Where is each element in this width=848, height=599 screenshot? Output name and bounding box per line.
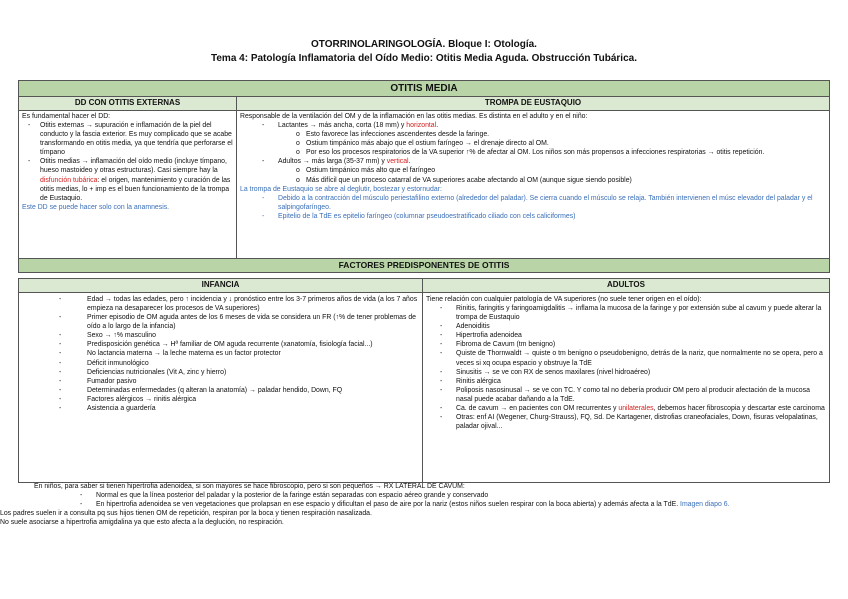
list-item: - Otitis externas → supuración e inflamación de la piel del conducto y la fascia exterior. Es muy complicado que se acabe transformando en otitis media, ya que tendría que perforarse el tímpano: [28, 121, 233, 157]
list-item: - Adultos → más larga (35-37 mm) y vertical. o Ostium timpánico más alto que el faríngeo o Más difícil que un proceso catarral de VA superiores acabe afectando al OM (aunque sigue siendo posible): [240, 157, 826, 184]
adultos-end: .: [408, 158, 411, 166]
list-item: - Ca. de cavum → en pacientes con OM recurrentes y unilaterales, debemos hacer fibroscopia y descartar este carcinoma: [440, 405, 825, 413]
trompa-apertura-intro: La trompa de Eustaquio se abre al deglutir, bostezar y estornudar:: [240, 185, 442, 193]
list-item: - Normal es que la línea posterior del paladar y la posterior de la faringe están separadas con espacio aéreo grande y conservado: [80, 492, 489, 500]
dd-intro: Es fundamental hacer el DD:: [22, 112, 111, 120]
vertical-highlight: vertical: [386, 158, 409, 166]
adultos-cell: [423, 292, 830, 482]
list-item: - Predisposición genética → Hª familiar de OM aguda recurrente (xanatomía, fisiología facial...): [59, 341, 373, 349]
lactantes-sub-1: Esto favorece las infecciones ascendentes desde la faringe.: [306, 130, 490, 138]
infancia-item: Factores alérgicos → rinitis alérgica: [87, 395, 197, 403]
infancia-item: No lactancia materna → la leche materna es un factor protector: [87, 350, 281, 358]
infancia-item: Fumador pasivo: [87, 377, 137, 385]
infancia-item: Asistencia a guardería: [87, 405, 156, 413]
document-title: OTORRINOLARINGOLOGÍA. Bloque I: Otología.: [311, 39, 537, 50]
list-item: - Asistencia a guardería: [59, 405, 156, 413]
list-item: - Fumador pasivo: [59, 377, 137, 385]
disfuncion-tubarica-highlight: disfunción tubárica: [40, 176, 98, 184]
otitis-media-header: OTITIS MEDIA: [19, 81, 830, 97]
list-item: - Déficit inmunológico: [59, 359, 149, 367]
note-line-2: Los padres suelen ir a consulta pq sus hijos tienen OM de repetición, respiran por la boca y tienen respiración nasalizada.: [0, 510, 372, 518]
adultos-header: ADULTOS: [423, 279, 830, 293]
list-item: - Poliposis nasosinusal → se ve con TC. Y como tal no debería producir OM pero al producir afectación de la mucosa nasal puede acabar dañando a la TdE.: [440, 386, 810, 403]
lactantes-end: .: [436, 121, 439, 129]
list-item: - Sinusitis → se ve con RX de senos maxilares (nivel hidroaéreo): [440, 368, 651, 376]
adultos-item-cavum-b: , debemos hacer fibroscopia y descartar este carcinoma: [653, 405, 825, 413]
adultos-item: Fibroma de Cavum (tm benigno): [456, 341, 556, 349]
adultos-sub-2: Más difícil que un proceso catarral de VA superiores acabe afectando al OM (aunque sigue siendo posible): [306, 176, 632, 184]
list-item: - Epitelio de la TdE es epitelio faríngeo (columnar pseudoestratificado ciliado con cels caliciformes): [262, 212, 576, 220]
apertura-item-2: Epitelio de la TdE es epitelio faríngeo (columnar pseudoestratificado ciliado con cels caliciformes): [278, 212, 576, 220]
note-line-1: En niños, para saber si tienen hipertrofia adenoidea, si son mayores se hace fibroscopio, pero si son pequeños → RX LATERAL DE CAVUM:: [34, 483, 465, 490]
otitis-media-table: [18, 80, 830, 261]
dd-item-medias-b: : el origen, mantenimiento y curación de las otitis medias, lo + imp es el buen funcionamiento de la trompa de Eustaquio.: [40, 176, 231, 202]
list-item: o Por eso los procesos respiratorios de la VA superior ↑% de afectar al OM. Los niños son más propensos a infecciones respiratorias → otitis repetición.: [296, 149, 765, 157]
infancia-item: Déficit inmunológico: [87, 359, 149, 367]
infancia-item: Predisposición genética → Hª familiar de OM aguda recurrente (xanatomía, fisiología facial...): [87, 341, 373, 349]
adultos-sub-1: Ostium timpánico más alto que el faríngeo: [306, 167, 436, 175]
lactantes-sub-3: Por eso los procesos respiratorios de la VA superior ↑% de afectar al OM. Los niños son más propensos a infecciones respiratorias → otitis repetición.: [306, 149, 765, 157]
list-item: - Rinitis, faringitis y faringoamigdalitis → inflama la mucosa de la faringe y por extensión sube al cavum y puede alterar la trompa de Eustaquio: [440, 304, 822, 321]
infancia-list: [29, 295, 419, 413]
factores-header: FACTORES PREDISPONENTES DE OTITIS: [19, 259, 830, 273]
list-item: - Fibroma de Cavum (tm benigno): [440, 341, 556, 349]
infancia-item: Determinadas enfermedades (q alteran la anatomía) → paladar hendido, Down, FQ: [87, 386, 343, 394]
adultos-item: Otras: enf AI (Wegener, Churg-Strauss), FQ, Sd. De Kartagener, distrofias craneofaciales, Down, fisuras velopalatinas, paladar ojival...: [456, 414, 818, 431]
adultos-item: Quiste de Thornwaldt → quiste o tm benigno o pseudobenigno, detrás de la nariz, que normalmente no se opera, pero a veces si xq ocupa espacio y obstruye la TdE: [456, 350, 823, 367]
notes-section: [0, 482, 824, 528]
note-sub-2: En hipertrofia adenoidea se ven vegetaciones que prolapsan en ese espacio y dificultan el paso de aire por la nariz (estos niños suelen respirar con la boca abierta) y además afecta a la TdE.: [96, 501, 681, 509]
horizontal-highlight: horizontal: [406, 121, 437, 129]
document-subtitle: Tema 4: Patología Inflamatoria del Oído Medio: Otitis Media Aguda. Obstrucción Tubárica.: [211, 53, 637, 64]
dd-item-externas: Otitis externas → supuración e inflamación de la piel del conducto y la fascia exterior. Es muy complicado que se acabe transformando en otitis media, ya que tendría que perforarse el tímpano: [40, 121, 233, 157]
list-item: - Lactantes → más ancha, corta (18 mm) y horizontal. o Esto favorece las infecciones ascendentes desde la faringe. o Ostium timpánico más abajo que el ostium faríngeo → el drenaje directo al OM. o Por eso los procesos respiratorios de la VA superior ↑% de afectar al OM. Los niños son más propensos a infecciones respiratorias → otitis repetición.: [240, 121, 826, 157]
list-item: o Más difícil que un proceso catarral de VA superiores acabe afectando al OM (aunque sigue siendo posible): [296, 176, 632, 184]
trompa-eustaquio-header: TROMPA DE EUSTAQUIO: [237, 97, 830, 111]
adultos-a: Adultos → más larga (35-37 mm) y: [278, 158, 387, 166]
list-item: - Quiste de Thornwaldt → quiste o tm benigno o pseudobenigno, detrás de la nariz, que normalmente no se opera, pero a veces si xq ocupa espacio y obstruye la TdE: [440, 350, 823, 367]
infancia-item: Sexo → ↑% masculino: [87, 332, 156, 340]
lactantes-sub-2: Ostium timpánico más abajo que el ostium faríngeo → el drenaje directo al OM.: [306, 140, 549, 148]
list-item: - Otras: enf AI (Wegener, Churg-Strauss), FQ, Sd. De Kartagener, distrofias craneofaciales, Down, fisuras velopalatinas, paladar ojival...: [440, 414, 818, 431]
list-item: - Edad → todas las edades, pero ↑ incidencia y ↓ pronóstico entre los 3-7 primeros años de vida (a los 7 años empieza na desaparecer los procesos de VA superiores): [59, 295, 418, 312]
dd-otitis-externas-header: DD CON OTITIS EXTERNAS: [19, 97, 237, 111]
unilaterales-highlight: unilaterales: [618, 405, 654, 413]
list-item: - Rinitis alérgica: [440, 377, 501, 385]
list-item: - Hipertrofia adenoidea: [440, 332, 522, 340]
list-item: o Ostium timpánico más abajo que el ostium faríngeo → el drenaje directo al OM.: [296, 140, 549, 148]
list-item: - Debido a la contracción del músculo periestafilino externo (alrededor del paladar). Se cierra cuando el músculo se relaja. También intervienen el músc elevador del paladar y el salpingofaríngeo.: [262, 194, 813, 211]
adultos-item-cavum-a: Ca. de cavum → en pacientes con OM recurrentes y: [456, 405, 619, 413]
list-item: - En hipertrofia adenoidea se ven vegetaciones que prolapsan en ese espacio y dificultan el paso de aire por la nariz (estos niños suelen respirar con la boca abierta) y además afecta a la TdE. Imagen diapo 6.: [80, 501, 730, 509]
dd-footer-note: Este DD se puede hacer solo con la anamnesis.: [22, 203, 170, 211]
list-item: - Sexo → ↑% masculino: [59, 332, 156, 340]
factores-table: [18, 258, 830, 483]
list-item: - Determinadas enfermedades (q alteran la anatomía) → paladar hendido, Down, FQ: [59, 386, 343, 394]
note-sub-1: Normal es que la línea posterior del paladar y la posterior de la faringe están separadas con espacio aéreo grande y conservado: [96, 492, 489, 500]
list-item: - Adenoiditis: [440, 323, 490, 331]
adultos-item: Hipertrofia adenoidea: [456, 332, 522, 340]
note-line-3: No suele asociarse a hipertrofia amigdalina ya que esto afecta a la deglución, no respiración.: [0, 519, 284, 527]
list-item: o Esto favorece las infecciones ascendentes desde la faringe.: [296, 130, 490, 138]
trompa-intro: Responsable de la ventilación del OM y de la inflamación en las otitis medias. Es distinta en el adulto y en el niño:: [240, 112, 588, 120]
list-item: - Factores alérgicos → rinitis alérgica: [59, 395, 197, 403]
list-item: - No lactancia materna → la leche materna es un factor protector: [59, 350, 281, 358]
adultos-item: Rinitis, faringitis y faringoamigdalitis → inflama la mucosa de la faringe y por extensión sube al cavum y puede alterar la trompa de Eustaquio: [456, 304, 822, 321]
trompa-cell: [237, 110, 830, 260]
adultos-item: Sinusitis → se ve con RX de senos maxilares (nivel hidroaéreo): [456, 368, 651, 376]
infancia-item: Edad → todas las edades, pero ↑ incidencia y ↓ pronóstico entre los 3-7 primeros años de vida (a los 7 años empieza na desaparecer los procesos de VA superiores): [87, 295, 418, 312]
adultos-item: Adenoiditis: [456, 323, 490, 331]
infancia-cell: [19, 292, 423, 482]
dd-otitis-cell: [19, 110, 237, 260]
adultos-item: Poliposis nasosinusal → se ve con TC. Y como tal no debería producir OM pero al producir afectación de la mucosa nasal puede acabar dañando a la TdE.: [456, 386, 810, 403]
list-item: - Deficiencias nutricionales (Vit A, zinc y hierro): [59, 368, 227, 376]
apertura-item-1: Debido a la contracción del músculo periestafilino externo (alrededor del paladar). Se cierra cuando el músculo se relaja. También intervienen el músc elevador del paladar y el salpingofaríngeo.: [278, 194, 813, 211]
adultos-intro: Tiene relación con cualquier patología de VA superiores (no suele tener origen en el oído):: [426, 295, 702, 303]
infancia-header: INFANCIA: [19, 279, 423, 293]
lactantes-a: Lactantes → más ancha, corta (18 mm) y: [278, 121, 407, 129]
imagen-diapo-link: Imagen diapo 6.: [680, 501, 730, 509]
adultos-item: Rinitis alérgica: [456, 377, 501, 385]
list-item: - Primer episodio de OM aguda antes de los 6 meses de vida se considera un FR (↑% de tener problemas de oído a lo largo de la infancia): [59, 313, 417, 331]
infancia-item: Deficiencias nutricionales (Vit A, zinc y hierro): [87, 368, 227, 376]
dd-item-medias-a: Otitis medias → inflamación del oído medio (incluye tímpano, hueso mastoideo y otras estructuras). Casi siempre hay la: [40, 158, 227, 175]
list-item: o Ostium timpánico más alto que el faríngeo: [296, 167, 436, 175]
list-item: - Otitis medias → inflamación del oído medio (incluye tímpano, hueso mastoideo y otras estructuras). Casi siempre hay la disfunción tubárica: el origen, mantenimiento y curación de las otitis medias, lo + imp es el buen funcionamiento de la trompa de Eustaquio.: [28, 158, 231, 202]
infancia-item: Primer episodio de OM aguda antes de los 6 meses de vida se considera un FR (↑% de tener problemas de oído a lo largo de la infancia): [87, 313, 417, 331]
